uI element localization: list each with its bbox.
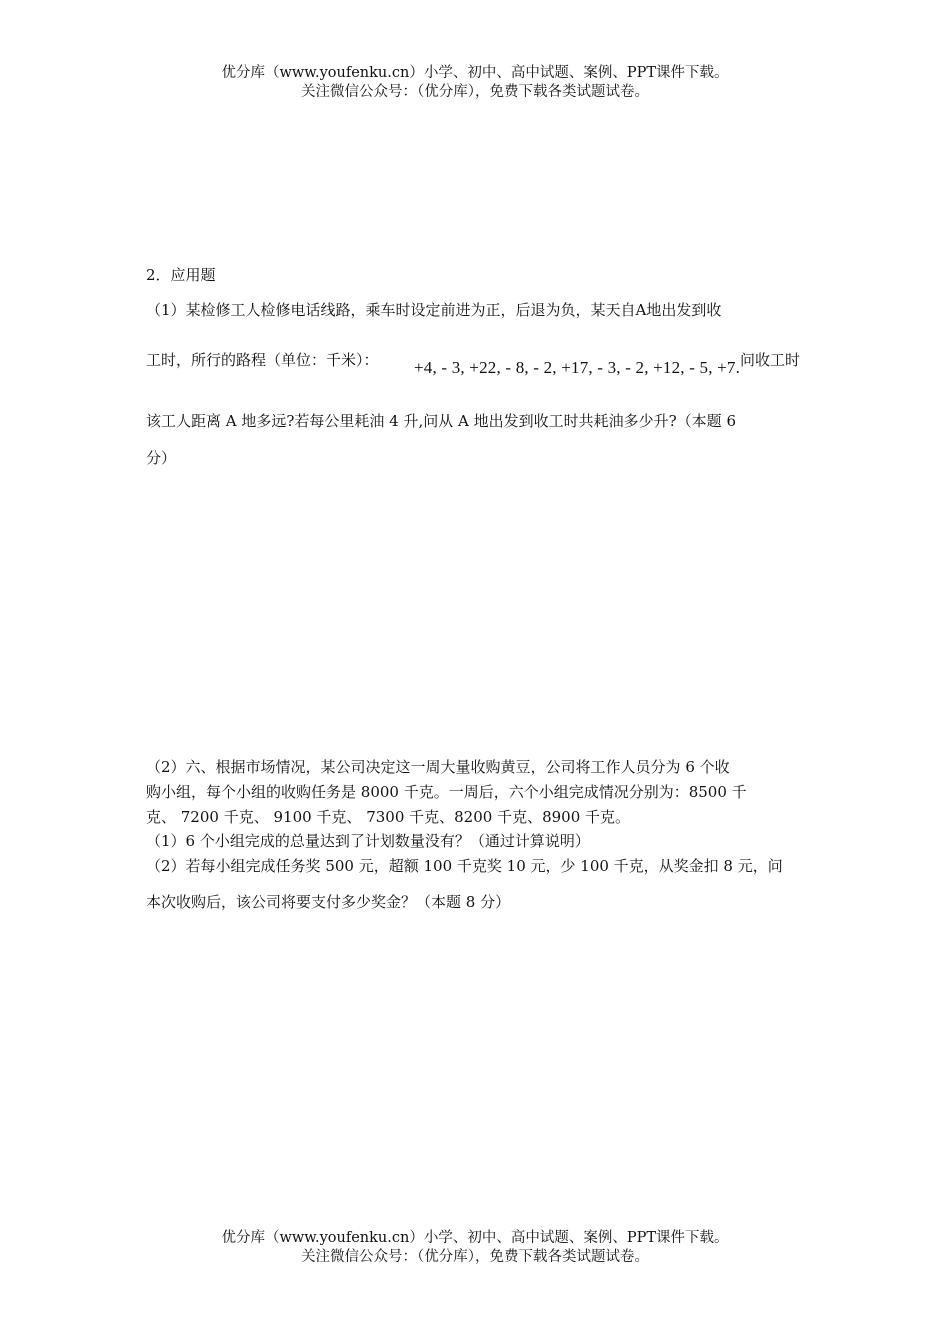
distance-sequence: +4, - 3, +22, - 8, - 2, +17, - 3, - 2, +12, - 5, +7.	[414, 358, 741, 377]
header-line-2: 关注微信公众号：（优分库），免费下载各类试题试卷。	[301, 84, 649, 100]
q1-line-4: 分）	[146, 449, 177, 467]
q2-line-2: 购小组，每个小组的收购任务是 8000 千克。一周后，六个小组完成情况分别为：8500 千	[146, 783, 747, 801]
q2-sub-question-3: 本次收购后，该公司将要支付多少奖金？（本题 8 分）	[146, 893, 511, 911]
q2-line-1: （2）六、根据市场情况，某公司决定这一周大量收购黄豆，公司将工作人员分为 6 个收	[146, 758, 730, 776]
q2-line-3: 克、 7200 千克、 9100 千克、 7300 千克、8200 千克、8900 千克。	[146, 808, 631, 826]
q1-line-2-suffix: 问收工时	[740, 351, 801, 369]
q2-sub-question-1: （1）6 个小组完成的总量达到了计划数量没有？（通过计算说明）	[146, 832, 590, 850]
q1-line-3: 该工人距离 A 地多远?若每公里耗油 4 升,问从 A 地出发到收工时共耗油多少升?（本题 6	[146, 412, 736, 430]
q1-line-2-prefix: 工时，所行的路程（单位：千米）：	[146, 351, 379, 369]
q2-sub-question-2: （2）若每小组完成任务奖 500 元，超额 100 千克奖 10 元，少 100 千克，从奖金扣 8 元，问	[146, 857, 783, 875]
page-header	[0, 64, 950, 102]
footer-line-2: 关注微信公众号：（优分库），免费下载各类试题试卷。	[301, 1249, 649, 1265]
section-title: 2．应用题	[146, 266, 216, 284]
q1-line-1: （1）某检修工人检修电话线路，乘车时设定前进为正，后退为负，某天自A地出发到收	[146, 301, 722, 319]
footer-line-1: 优分库（www.youfenku.cn）小学、初中、高中试题、案例、PPT课件下载。	[221, 1230, 729, 1246]
header-line-1: 优分库（www.youfenku.cn）小学、初中、高中试题、案例、PPT课件下载。	[221, 65, 729, 81]
page-footer	[0, 1229, 950, 1267]
